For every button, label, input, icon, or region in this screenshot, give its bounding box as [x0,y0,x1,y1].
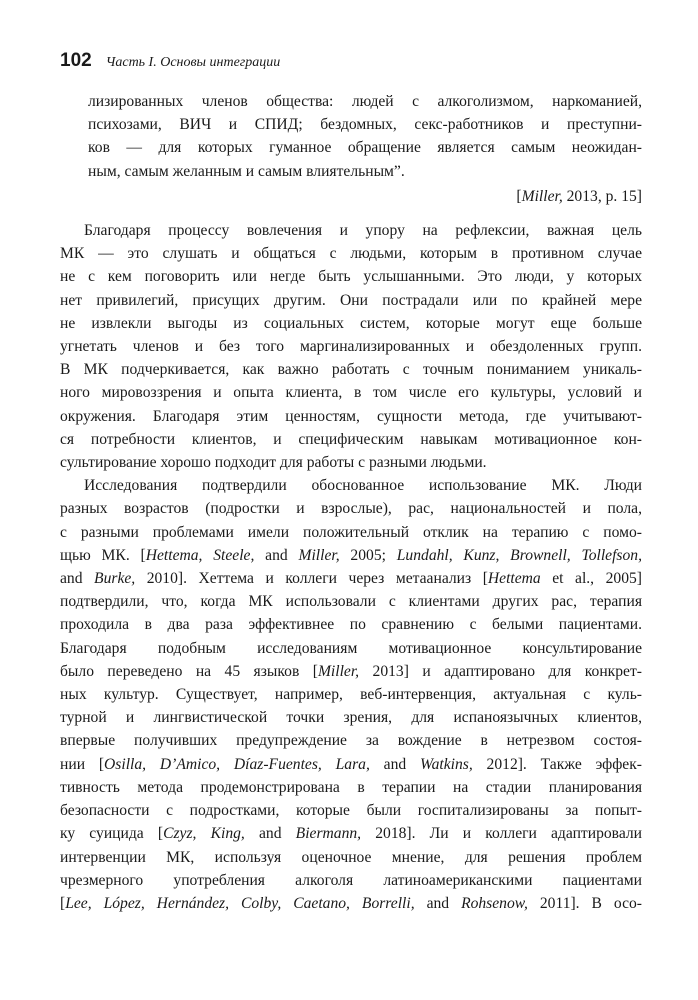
paragraph-line: МК — это слушать и общаться с людьми, которым в противном случае [60,245,642,263]
quote-line: лизированных членов общества: людей с алкоголизмом, наркоманией, [88,93,642,110]
paragraph-line: Благодаря процессу вовлечения и упору на рефлексии, важная цель [84,222,642,240]
paragraph-line [60,753,642,776]
paragraph-line: подтвердили, что, когда МК использовали с клиентами других рас, терапия [60,593,642,611]
citation-author: Miller, [521,187,563,205]
block-quote [60,90,642,208]
paragraph-line: не с кем поговорить или негде быть услышанными. Это люди, у которых [60,268,642,286]
paragraph-line: не извлекли выгоды из социальных систем, которые могут еще больше [60,314,642,332]
citation-bracket: [ [516,187,522,205]
line-text: 2013] и адаптировано для конкрет- [359,662,642,680]
paragraph-line: с разными проблемами имели положительный отклик на терапию с помо- [60,523,642,541]
paragraph-line [60,567,642,590]
line-text: ку суицида [ [60,825,164,843]
cited-authors: Czyz, King, [163,825,245,843]
line-text: [ [60,894,66,912]
page-number: 102 [60,50,92,71]
running-header [60,50,280,72]
line-text: 2011]. В осо- [527,894,642,912]
paragraph-line: разных возрастов (подростки и взрослые), рас, национальностей и пола, [60,500,642,518]
paragraph-line: проходила в два раза эффективнее по сравнению с белыми пациентами. [60,616,642,634]
paragraph-2 [60,474,642,915]
paragraph-line: чрезмерного употребления алкоголя латиноамериканскими пациентами [60,871,642,889]
paragraph-line [60,892,642,915]
line-text: 2012]. Также эффек- [472,755,642,773]
paragraph-line: Благодаря подобным исследованиям мотивационное консультирование [60,639,642,657]
paragraph-line [60,822,642,845]
paragraph-gap [60,208,642,219]
quote-line: психозами, ВИЧ и СПИД; бездомных, секс-работников и преступни- [88,116,642,134]
line-text: and [60,570,95,588]
cited-authors: Lee, López, Hernández, Colby, Caetano, Borrelli, [65,894,415,912]
paragraph-line: тивность метода продемонстрирована в терапии на стадии планирования [60,778,642,796]
citation-year-page: 2013, p. 15] [562,187,642,205]
line-text: 2010]. Хеттема и коллеги через метаанализ [ [135,570,488,588]
line-text: щью МК. [ [60,546,146,564]
quote-line: ным, самым желанным и самым влиятельным”. [88,162,405,180]
cited-authors: Osilla, D’Amico, Díaz-Fuentes, Lara, [104,755,370,773]
paragraph-1 [60,219,642,474]
paragraph-line: турной и лингвистической точки зрения, для испаноязычных клиентов, [60,709,642,727]
line-text: and [414,894,462,912]
cited-authors: Hettema [487,570,541,588]
paragraph-line [60,660,642,683]
paragraph-line: впервые получивших предупреждение за вождение в нетрезвом состоя- [60,732,642,750]
quote-line: ков — для которых гуманное обращение является самым неожидан- [88,139,642,157]
paragraph-line: ного мировоззрения и опыта клиента, в том числе его культуры, условий и [60,384,642,402]
paragraph-line: безопасности с подростками, которые были госпитализированы за попыт- [60,802,642,820]
line-text: and [244,825,296,843]
paragraph-line: угнетать членов и без того маргинализированных и обездоленных групп. [60,338,642,356]
paragraph-line: Исследования подтвердили обоснованное использование МК. Люди [84,477,642,495]
paragraph-line: интервенции МК, используя оценочное мнение, для решения проблем [60,848,642,866]
cited-authors: Lundahl, Kunz, Brownell, Tollefson, [396,546,642,564]
cited-authors: Burke, [94,570,136,588]
paragraph-line: нет привилегий, присущих другим. Они пострадали или по крайней мере [60,291,642,309]
paragraph-line: ся потребности клиентов, и специфическим навыкам мотивационное кон- [60,430,642,448]
paragraph-line: ных культур. Существует, например, веб-интервенция, актуальная с куль- [60,686,642,704]
cited-authors: Rohsenow, [461,894,528,912]
line-text: and [369,755,421,773]
line-text: было переведено на 45 языков [ [60,662,318,680]
paragraph-line [60,544,642,567]
body-text [60,90,642,915]
cited-authors: Miller, [317,662,360,680]
line-text: 2005; [339,546,397,564]
cited-authors: Watkins, [420,755,473,773]
line-text: et al., 2005] [540,570,642,588]
cited-authors: Hettema, Steele, [145,546,255,564]
cited-authors: Biermann, [295,825,362,843]
line-text: and [254,546,299,564]
paragraph-line: окружения. Благодаря этим ценностям, сущности метода, где учитывают- [60,407,642,425]
paragraph-line: В МК подчеркивается, как важно работать с точным пониманием уникаль- [60,361,642,379]
line-text: нии [ [60,755,105,773]
cited-authors: Miller, [298,546,340,564]
running-head-title: Часть I. Основы интеграции [105,55,281,70]
paragraph-line: сультирование хорошо подходит для работы с разными людьми. [60,454,487,472]
quote-citation [60,185,642,208]
line-text: 2018]. Ли и коллеги адаптировали [361,825,643,843]
